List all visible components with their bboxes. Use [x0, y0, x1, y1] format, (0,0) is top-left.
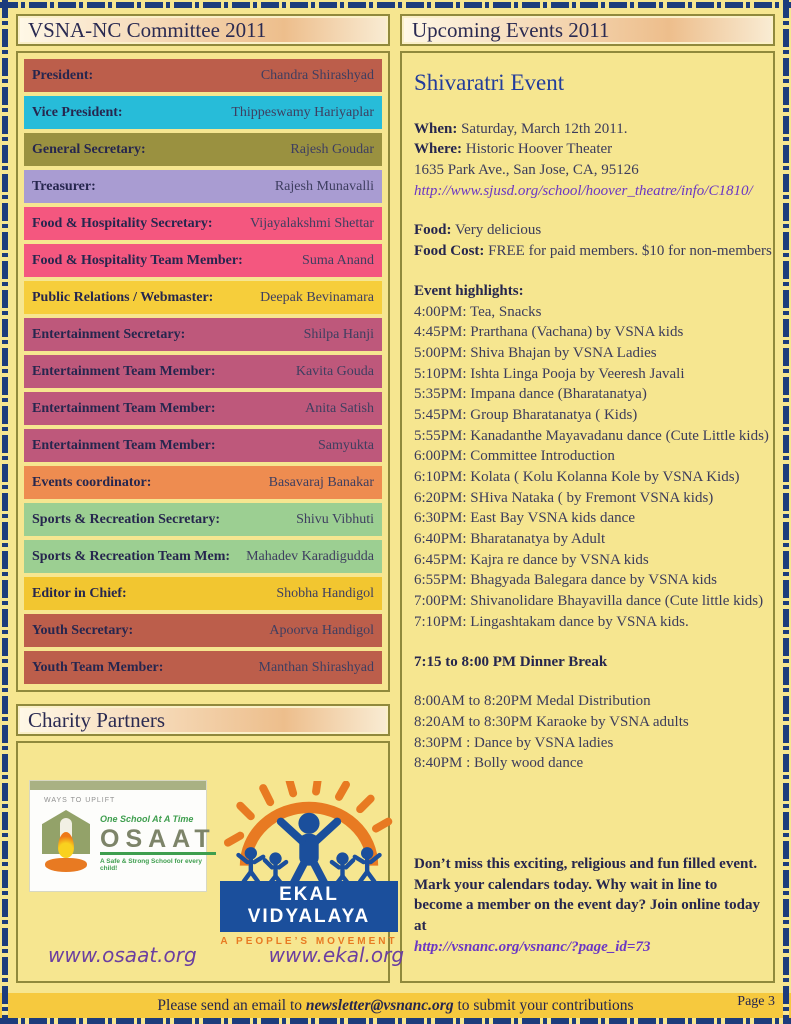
charity-title: Charity Partners	[28, 707, 166, 732]
ekal-sun-figures-icon	[220, 781, 398, 885]
committee-member-name: Shivu Vibhuti	[296, 511, 374, 527]
committee-row	[24, 281, 382, 314]
highlight-line: 4:45PM: Prarthana (Vachana) by VSNA kids	[414, 324, 684, 341]
committee-member-name: Manthan Shirashyad	[258, 659, 374, 675]
food-cost-label: Food Cost:	[414, 243, 485, 260]
border-chain-top	[0, 2, 791, 8]
highlight-line: 5:45PM: Group Bharatanatya ( Kids)	[414, 406, 638, 423]
highlight-line: 5:00PM: Shiva Bhajan by VSNA Ladies	[414, 344, 657, 361]
highlight-line: 6:45PM: Kajra re dance by VSNA kids	[414, 551, 649, 568]
committee-role-label: Vice President:	[32, 104, 123, 120]
committee-member-name: Vijayalakshmi Shettar	[250, 215, 374, 231]
border-chain-bottom	[0, 1018, 791, 1024]
footer-text-after: to submit your contributions	[457, 996, 634, 1014]
schedule-line: 8:00AM to 8:20PM Medal Distribution	[414, 693, 651, 710]
food-value: Very delicious	[454, 222, 542, 239]
food-cost-value: FREE for paid members. $10 for non-members	[488, 243, 772, 260]
committee-row	[24, 503, 382, 536]
highlight-line: 7:00PM: Shivanolidare Bhayavilla dance (Cute little kids)	[414, 593, 764, 610]
committee-role-label: Treasurer:	[32, 178, 96, 194]
committee-role-label: Public Relations / Webmaster:	[32, 289, 214, 305]
osaat-tagline-bottom: A Safe & Strong School for every child!	[100, 858, 202, 873]
highlight-line: 7:10PM: Lingashtakam dance by VSNA kids.	[414, 613, 689, 630]
committee-member-name: Kavita Gouda	[295, 363, 374, 379]
schedule-line: 8:30PM : Dance by VSNA ladies	[414, 734, 614, 751]
events-box	[400, 51, 775, 983]
ekal-name-banner: EKAL VIDYALAYA	[220, 881, 398, 932]
events-section-header	[400, 14, 775, 46]
border-chain-left	[2, 0, 8, 1024]
committee-list	[16, 51, 390, 692]
committee-member-name: Samyukta	[318, 437, 374, 453]
committee-row	[24, 96, 382, 129]
highlight-line: 5:35PM: Impana dance (Bharatanatya)	[414, 386, 647, 403]
where-label: Where:	[414, 141, 463, 158]
highlight-line: 5:55PM: Kanadanthe Mayavadanu dance (Cute Little kids)	[414, 427, 769, 444]
footer-text-before: Please send an email to	[157, 996, 303, 1014]
footer-bar	[0, 993, 791, 1018]
highlight-line: 5:10PM: Ishta Linga Pooja by Veeresh Javali	[414, 365, 685, 382]
osaat-tagline-top: One School At A Time	[100, 813, 194, 824]
committee-row	[24, 170, 382, 203]
committee-row	[24, 207, 382, 240]
committee-role-label: Youth Secretary:	[32, 622, 134, 638]
highlight-line: 6:10PM: Kolata ( Kolu Kolanna Kole by VSNA Kids)	[414, 469, 740, 486]
dinner-break-line: 7:15 to 8:00 PM Dinner Break	[414, 653, 608, 670]
committee-member-name: Chandra Shirashyad	[260, 67, 374, 83]
footer-email-link[interactable]: newsletter@vsnanc.org	[305, 996, 454, 1014]
charity-partners-box	[16, 741, 405, 983]
committee-member-name: Anita Satish	[305, 400, 374, 416]
committee-row	[24, 59, 382, 92]
border-chain-right	[783, 0, 789, 1024]
committee-member-name: Mahadev Karadigudda	[246, 548, 374, 564]
committee-row	[24, 392, 382, 425]
committee-role-label: Entertainment Secretary:	[32, 326, 186, 342]
highlight-line: 6:20PM: SHiva Nataka ( by Fremont VSNA kids)	[414, 489, 714, 506]
osaat-ways-text: WAYS TO UPLIFT	[44, 797, 116, 804]
committee-row	[24, 133, 382, 166]
ekal-tagline: A PEOPLE’S MOVEMENT	[220, 936, 398, 947]
committee-role-label: Sports & Recreation Team Mem:	[32, 548, 231, 564]
ekal-link[interactable]: www.ekal.org	[268, 943, 405, 967]
committee-member-name: Rajesh Munavalli	[274, 178, 374, 194]
evening-schedule-list	[414, 691, 761, 774]
committee-role-label: Editor in Chief:	[32, 585, 127, 601]
committee-role-label: President:	[32, 67, 94, 83]
committee-row	[24, 355, 382, 388]
committee-title: VSNA-NC Committee 2011	[28, 17, 267, 42]
event-heading: Shivaratri Event	[414, 70, 565, 95]
committee-role-label: Food & Hospitality Secretary:	[32, 215, 213, 231]
committee-role-label: Entertainment Team Member:	[32, 400, 216, 416]
right-column	[400, 14, 775, 983]
committee-row	[24, 244, 382, 277]
committee-row	[24, 540, 382, 573]
when-where-block	[414, 119, 761, 202]
events-title: Upcoming Events 2011	[412, 17, 610, 42]
committee-member-name: Shobha Handigol	[276, 585, 374, 601]
osaat-logo	[30, 781, 216, 891]
committee-section-header	[16, 14, 390, 46]
schedule-line: 8:20AM to 8:30PM Karaoke by VSNA adults	[414, 713, 689, 730]
ekal-logo	[220, 781, 398, 947]
committee-row	[24, 577, 382, 610]
committee-row	[24, 614, 382, 647]
venue-url-link[interactable]: http://www.sjusd.org/school/hoover_theatre/info/C1810/	[414, 182, 753, 199]
committee-role-label: Entertainment Team Member:	[32, 437, 216, 453]
highlight-line: 6:30PM: East Bay VSNA kids dance	[414, 510, 635, 527]
committee-role-label: General Secretary:	[32, 141, 146, 157]
when-label: When:	[414, 120, 458, 137]
venue-address: 1635 Park Ave., San Jose, CA, 95126	[414, 162, 639, 179]
charity-section-header	[16, 704, 390, 736]
committee-role-label: Entertainment Team Member:	[32, 363, 216, 379]
page-number: Page 3	[737, 994, 775, 1009]
schedule-line: 8:40PM : Bolly wood dance	[414, 755, 584, 772]
osaat-name: OSAAT	[100, 826, 216, 855]
highlight-line: 4:00PM: Tea, Snacks	[414, 303, 542, 320]
left-column	[16, 14, 405, 983]
committee-member-name: Apoorva Handigol	[269, 622, 374, 638]
committee-member-name: Rajesh Goudar	[290, 141, 374, 157]
food-block	[414, 220, 772, 261]
house-diya-flame-icon	[36, 806, 96, 880]
committee-row	[24, 429, 382, 462]
food-label: Food:	[414, 222, 452, 239]
membership-url-link[interactable]: http://vsnanc.org/vsnanc/?page_id=73	[414, 938, 651, 955]
committee-member-name: Thippeswamy Hariyaplar	[231, 104, 374, 120]
highlights-label: Event highlights:	[414, 282, 524, 299]
committee-row	[24, 466, 382, 499]
committee-member-name: Suma Anand	[302, 252, 374, 268]
committee-role-label: Events coordinator:	[32, 474, 152, 490]
highlights-list	[414, 302, 769, 633]
highlights-block	[414, 281, 769, 633]
committee-member-name: Shilpa Hanji	[303, 326, 374, 342]
committee-role-label: Youth Team Member:	[32, 659, 164, 675]
where-value: Historic Hoover Theater	[465, 141, 613, 158]
committee-role-label: Sports & Recreation Secretary:	[32, 511, 221, 527]
highlight-line: 6:40PM: Bharatanatya by Adult	[414, 531, 606, 548]
when-value: Saturday, March 12th 2011.	[461, 120, 628, 137]
committee-row	[24, 318, 382, 351]
osaat-link[interactable]: www.osaat.org	[48, 943, 197, 967]
committee-member-name: Basavaraj Banakar	[268, 474, 374, 490]
committee-row	[24, 651, 382, 684]
highlight-line: 6:00PM: Committee Introduction	[414, 448, 615, 465]
committee-role-label: Food & Hospitality Team Member:	[32, 252, 243, 268]
committee-member-name: Deepak Bevinamara	[260, 289, 374, 305]
closing-text: Don’t miss this exciting, religious and fun filled event. Mark your calendars today. Why wait in line to become a member on the event day? Join online today at	[414, 855, 760, 935]
highlight-line: 6:55PM: Bhagyada Balegara dance by VSNA kids	[414, 572, 718, 589]
closing-block	[414, 854, 761, 957]
